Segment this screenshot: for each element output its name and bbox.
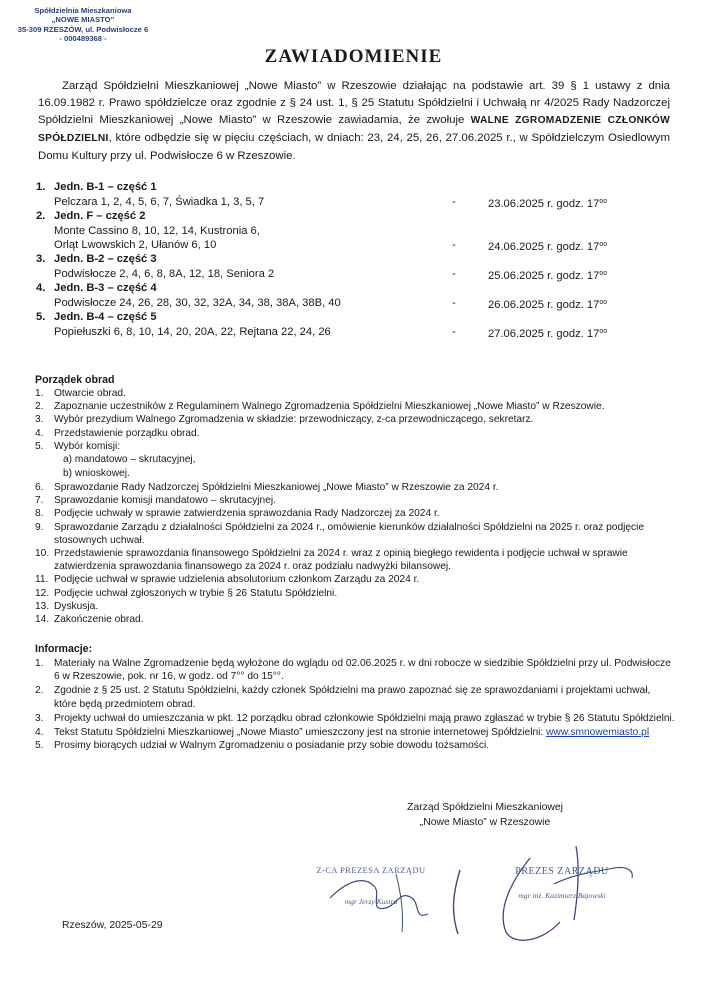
agenda-item: 12. Podjęcie uchwał zgłoszonych w trybie § 26 Statutu Spółdzielni. [35, 587, 338, 599]
agenda-item: 13. Dyskusja. [35, 600, 99, 612]
stamp-line: 35-309 RZESZÓW, ul. Podwisłocze 6 [17, 24, 149, 34]
assembly-schedule [36, 180, 676, 339]
info-item: 3. Projekty uchwał do umieszczania w pkt. 12 porządku obrad członkowie Spółdzielni mają prawo zgłaszać w trybie § 26 Statutu Spółdzielni. [35, 712, 675, 724]
document-title: ZAWIADOMIENIE [264, 46, 443, 67]
stamp-line: Spółdzielnia Mieszkaniowa [34, 6, 132, 15]
unit-title: Jedn. B-3 – część 4 [54, 282, 157, 294]
place-and-date: Rzeszów, 2025-05-29 [62, 920, 163, 931]
agenda-item: 9. Sprawozdanie Zarządu z działalności Spółdzielni za 2024 r., omówienie kierunków działalności Spółdzielni na 2025 r. oraz podjęcie stosownych uchwał. [35, 521, 645, 546]
unit-title: Jedn. B-4 – część 5 [54, 311, 157, 323]
agenda-sub-item: b) wnioskowej. [63, 468, 130, 480]
unit-entry [36, 252, 676, 281]
board-line: Zarząd Spółdzielni Mieszkaniowej [407, 802, 563, 813]
unit-number: 3. [36, 253, 46, 265]
unit-dash: - [452, 239, 456, 251]
assembly-name: WALNE ZGROMADZENIE CZŁONKÓW SPÓŁDZIELNI [38, 114, 671, 144]
info-item: 4. Tekst Statutu Spółdzielni Mieszkaniowej „Nowe Miasto” umieszczony jest na stronie internetowej Spółdzielni: www.smnowemiasto.pl [35, 726, 650, 738]
unit-dash: - [452, 326, 456, 338]
unit-dash: - [452, 268, 456, 280]
intro-text-after: , które odbędzie się w pięciu częściach, w dniach: 23, 24, 25, 26, 27.06.2025 r., w Spółdzielczym Osiedlowym Domu Kultury przy ul. Podwisłocze 6 w Rzeszowie. [38, 131, 670, 162]
board-line: „Nowe Miasto” w Rzeszowie [419, 817, 551, 828]
intro-text-before: Zarząd Spółdzielni Mieszkaniowej „Nowe Miasto” w Rzeszowie działając na podstawie art. 39 § 1 ustawy z dnia 16.09.1982 r. Prawo spółdzielcze oraz zgodnie z § 24 ust. 1, § 25 Statutu Spółdzielni i Uchwałą nr 4/2025 Rady Nadzorczej Spółdzielni Mieszkaniowej „Nowe Miasto” w Rzeszowie zawiadamia, że zwołuje [38, 80, 670, 126]
stamp-line: - 000489368 - [59, 34, 107, 44]
unit-entry [36, 209, 676, 252]
unit-number: 4. [36, 282, 46, 294]
unit-streets: Monte Cassino 8, 10, 12, 14, Kustronia 6, [54, 225, 260, 237]
signature-stamp-title: Z-CA PREZESA ZARZĄDU [316, 866, 426, 875]
agenda-item: 4. Przedstawienie porządku obrad. [35, 427, 200, 439]
unit-number: 5. [36, 311, 46, 323]
unit-entry [36, 281, 676, 310]
unit-streets: Orląt Lwowskich 2, Ułanów 6, 10 [54, 239, 217, 251]
agenda-item: 6. Sprawozdanie Rady Nadzorczej Spółdzielni Mieszkaniowej „Nowe Miasto” w Rzeszowie za 2024 r. [35, 482, 499, 494]
signature-stamp-name: mgr inż. Kazimierz Bajowski [518, 891, 606, 900]
unit-entry [36, 310, 676, 339]
agenda-item: 7. Sprawozdanie komisji mandatowo – skrutacyjnej. [35, 495, 276, 507]
agenda-item: 8. Podjęcie uchwały w sprawie zatwierdzenia sprawozdania Rady Nadzorczej za 2024 r. [35, 508, 440, 520]
agenda-item: 3. Wybór prezydium Walnego Zgromadzenia w składzie: przewodniczący, z-ca przewodniczącego, sekretarz. [35, 414, 534, 426]
stamp-line: „NOWE MIASTO” [51, 15, 115, 25]
agenda-item: 11. Podjęcie uchwał w sprawie udzielenia absolutorium członkom Zarządu za 2024 r. [35, 574, 420, 586]
info-item: 1. Materiały na Walne Zgromadzenie będą wyłożone do wglądu od 02.06.2025 r. w dni robocze w siedzibie Spółdzielni przy ul. Podwisłocze 6 w Rzeszowie, pok. nr 16, w godz. od 7°° do 15°°. [35, 658, 671, 683]
handwritten-signature-1 [300, 840, 480, 940]
intro-paragraph [38, 78, 670, 165]
unit-date: 25.06.2025 r. godz. $17^{oo}$ [488, 270, 608, 282]
agenda-item: 5. Wybór komisji: [35, 440, 121, 452]
unit-entry [36, 180, 676, 209]
agenda-item: 2. Zapoznanie uczestników z Regulaminem Walnego Zgromadzenia Spółdzielni Mieszkaniowej „Nowe Miasto” w Rzeszowie. [35, 401, 605, 413]
unit-title: Jedn. F – część 2 [54, 210, 146, 222]
agenda-heading: Porządek obrad [35, 374, 115, 386]
info-item: 2. Zgodnie z § 25 ust. 2 Statutu Spółdzielni, każdy członek Spółdzielni ma prawo zapoznać się ze sprawozdaniami i projektami uchwał, które będą przedmiotem obrad. [35, 685, 651, 710]
unit-streets: Popiełuszki 6, 8, 10, 14, 20, 20A, 22, Rejtana 22, 24, 26 [54, 326, 331, 338]
cooperative-stamp [8, 6, 158, 44]
agenda-item: 1. Otwarcie obrad. [35, 388, 126, 399]
unit-streets: Podwisłocze 24, 26, 28, 30, 32, 32A, 34, 38, 38A, 38B, 40 [54, 297, 341, 309]
signature-stamp-name: mgr Jerzy Kustra [344, 897, 398, 906]
unit-date: 24.06.2025 r. godz. $17^{oo}$ [488, 241, 608, 253]
unit-number: 2. [36, 210, 46, 222]
board-signature-block [380, 800, 590, 830]
signature-stamp-title: PREZES ZARZĄDU [515, 866, 609, 877]
unit-date: 26.06.2025 r. godz. $17^{oo}$ [488, 299, 608, 311]
agenda-sub-item: a) mandatowo – skrutacyjnej, [63, 454, 196, 466]
unit-date: 23.06.2025 r. godz. $17^{oo}$ [488, 198, 608, 210]
info-heading: Informacje: [35, 643, 93, 655]
unit-streets: Podwisłocze 2, 4, 6, 8, 8A, 12, 18, Seniora 2 [54, 268, 275, 280]
unit-date: 27.06.2025 r. godz. $17^{oo}$ [488, 328, 608, 340]
unit-streets: Pelczara 1, 2, 4, 5, 6, 7, Świadka 1, 3, 5, 7 [54, 196, 265, 208]
unit-title: Jedn. B-1 – część 1 [54, 181, 157, 193]
website-link[interactable]: www.smnowemiasto.pl [546, 726, 650, 738]
agenda-list [35, 387, 675, 626]
agenda-item: 14. Zakończenie obrad. [35, 614, 144, 626]
unit-number: 1. [36, 181, 46, 193]
unit-dash: - [452, 297, 456, 309]
unit-dash: - [452, 196, 456, 208]
info-item: 5. Prosimy biorących udział w Walnym Zgromadzeniu o posiadanie przy sobie dowodu tożsamości. [35, 740, 490, 752]
handwritten-signature-2 [484, 838, 644, 948]
agenda-item: 10. Przedstawienie sprawozdania finansowego Spółdzielni za 2024 r. wraz z opinią biegłego rewidenta i podjęcie uchwał w sprawie zatwierdzenia sprawozdania finansowego za 2024 r. oraz podziału nadwyżki bilansowej. [35, 548, 628, 573]
unit-title: Jedn. B-2 – część 3 [54, 253, 157, 265]
info-list [35, 657, 675, 753]
